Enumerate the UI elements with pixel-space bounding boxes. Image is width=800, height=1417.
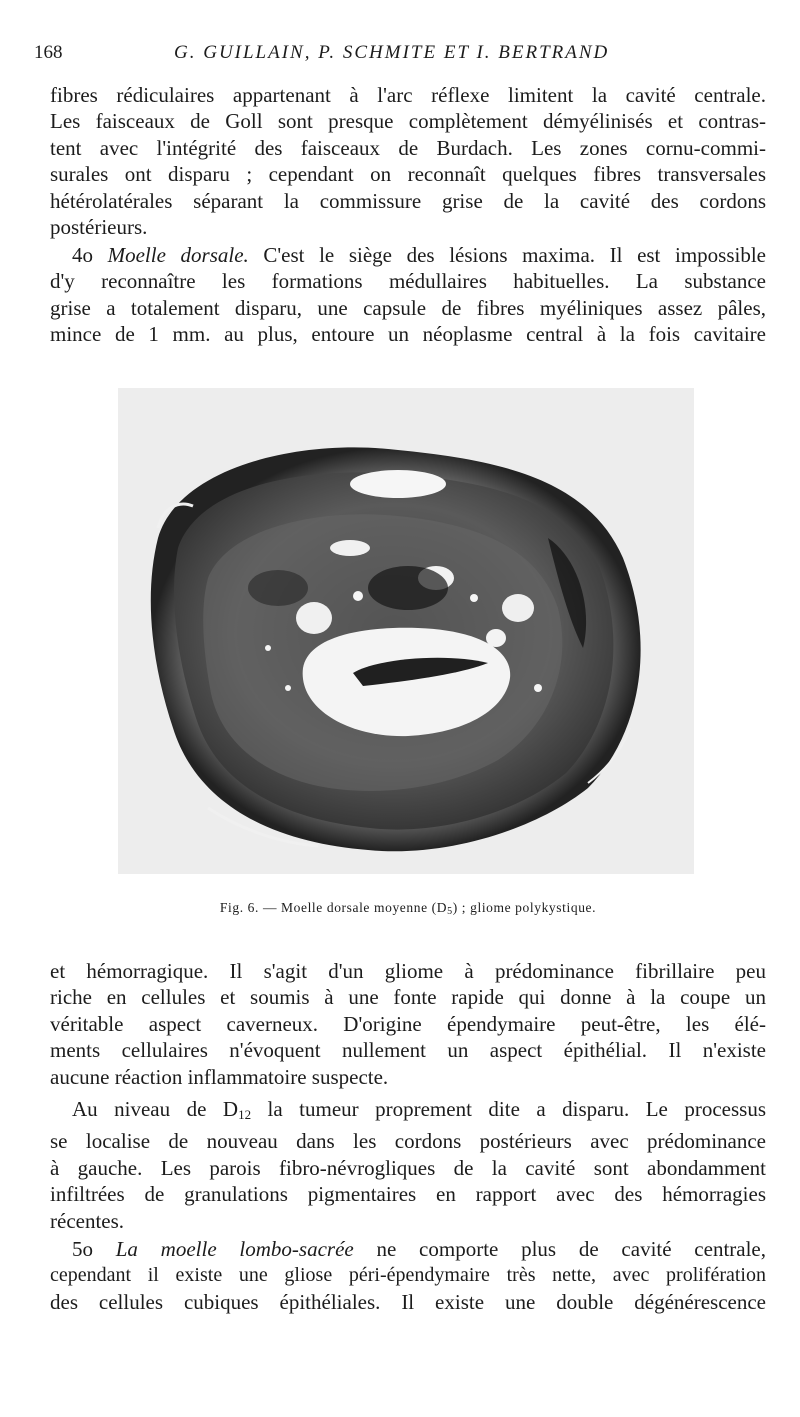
text-line: Les faisceaux de Goll sont presque complètement démyélinisés et contras-: [50, 109, 766, 134]
section-number: 5o: [72, 1237, 93, 1261]
text-line: récentes.: [50, 1208, 125, 1233]
section-title: La moelle lombo-sacrée: [115, 1237, 354, 1261]
text-line: véritable aspect caverneux. D'origine épendymaire peut-être, les élé-: [50, 1011, 766, 1036]
caption-text: ) ; gliome polykystique.: [452, 900, 597, 915]
caption-subscript: 5: [447, 906, 453, 917]
text-line: la tumeur proprement dite a disparu. Le processus: [251, 1097, 766, 1121]
text-line: fibres rédiculaires appartenant à l'arc réflexe limitent la cavité centrale.: [50, 83, 766, 107]
histology-figure: [118, 388, 694, 874]
text-line: postérieurs.: [50, 215, 148, 240]
paragraph-d12: [50, 1096, 766, 1234]
segment-subscript: 12: [238, 1107, 252, 1122]
paragraph-continuation: [50, 82, 766, 240]
text-line: infiltrées de granulations pigmentaires en rapport avec des hémorragies: [50, 1182, 766, 1207]
page-number: 168: [34, 42, 63, 63]
caption-text: Fig. 6. — Moelle dorsale moyenne (D: [219, 900, 448, 915]
text-line: grise a totalement disparu, une capsule de fibres myéliniques assez pâles,: [50, 295, 766, 320]
spinal-cord-section-image: [118, 388, 694, 874]
section-number: 4o: [72, 243, 93, 267]
text-line: C'est le siège des lésions maxima. Il est impossible: [263, 243, 766, 267]
running-title: G. GUILLAIN, P. SCHMITE ET I. BERTRAND: [174, 42, 610, 63]
text-line: cependant il existe une gliose péri-épendymaire très nette, avec prolifération: [50, 1264, 766, 1287]
text-line: Au niveau de D: [72, 1097, 239, 1121]
running-header: [34, 38, 764, 68]
figure-caption: [50, 898, 766, 922]
text-line: et hémorragique. Il s'agit d'un gliome à prédominance fibrillaire peu: [50, 959, 766, 983]
text-line: à gauche. Les parois fibro-névrogliques de la cavité sont abondamment: [50, 1155, 766, 1180]
text-line: se localise de nouveau dans les cordons postérieurs avec prédominance: [50, 1129, 766, 1154]
text-line: tent avec l'intégrité des faisceaux de Burdach. Les zones cornu-commi-: [50, 135, 766, 160]
text-line: ne comporte plus de cavité centrale,: [376, 1237, 766, 1261]
text-line: surales ont disparu ; cependant on reconnaît quelques fibres transversales: [50, 162, 766, 187]
text-line: des cellules cubiques épithéliales. Il existe une double dégénérescence: [50, 1289, 766, 1314]
text-line: ments cellulaires n'évoquent nullement un aspect épithélial. Il n'existe: [50, 1038, 766, 1063]
text-line: hétérolatérales séparant la commissure grise de la cavité des cordons: [50, 188, 766, 213]
paragraph-moelle-lombo-sacree: [50, 1236, 766, 1315]
section-title: Moelle dorsale.: [107, 243, 249, 267]
text-line: mince de 1 mm. au plus, entoure un néoplasme central à la fois cavitaire: [50, 322, 766, 347]
text-line: d'y reconnaître les formations médullaires habituelles. La substance: [50, 269, 766, 294]
paragraph-gliome: [50, 958, 766, 1090]
text-line: aucune réaction inflammatoire suspecte.: [50, 1064, 389, 1089]
paragraph-moelle-dorsale: [50, 242, 766, 348]
text-line: riche en cellules et soumis à une fonte rapide qui donne à la coupe un: [50, 985, 766, 1010]
